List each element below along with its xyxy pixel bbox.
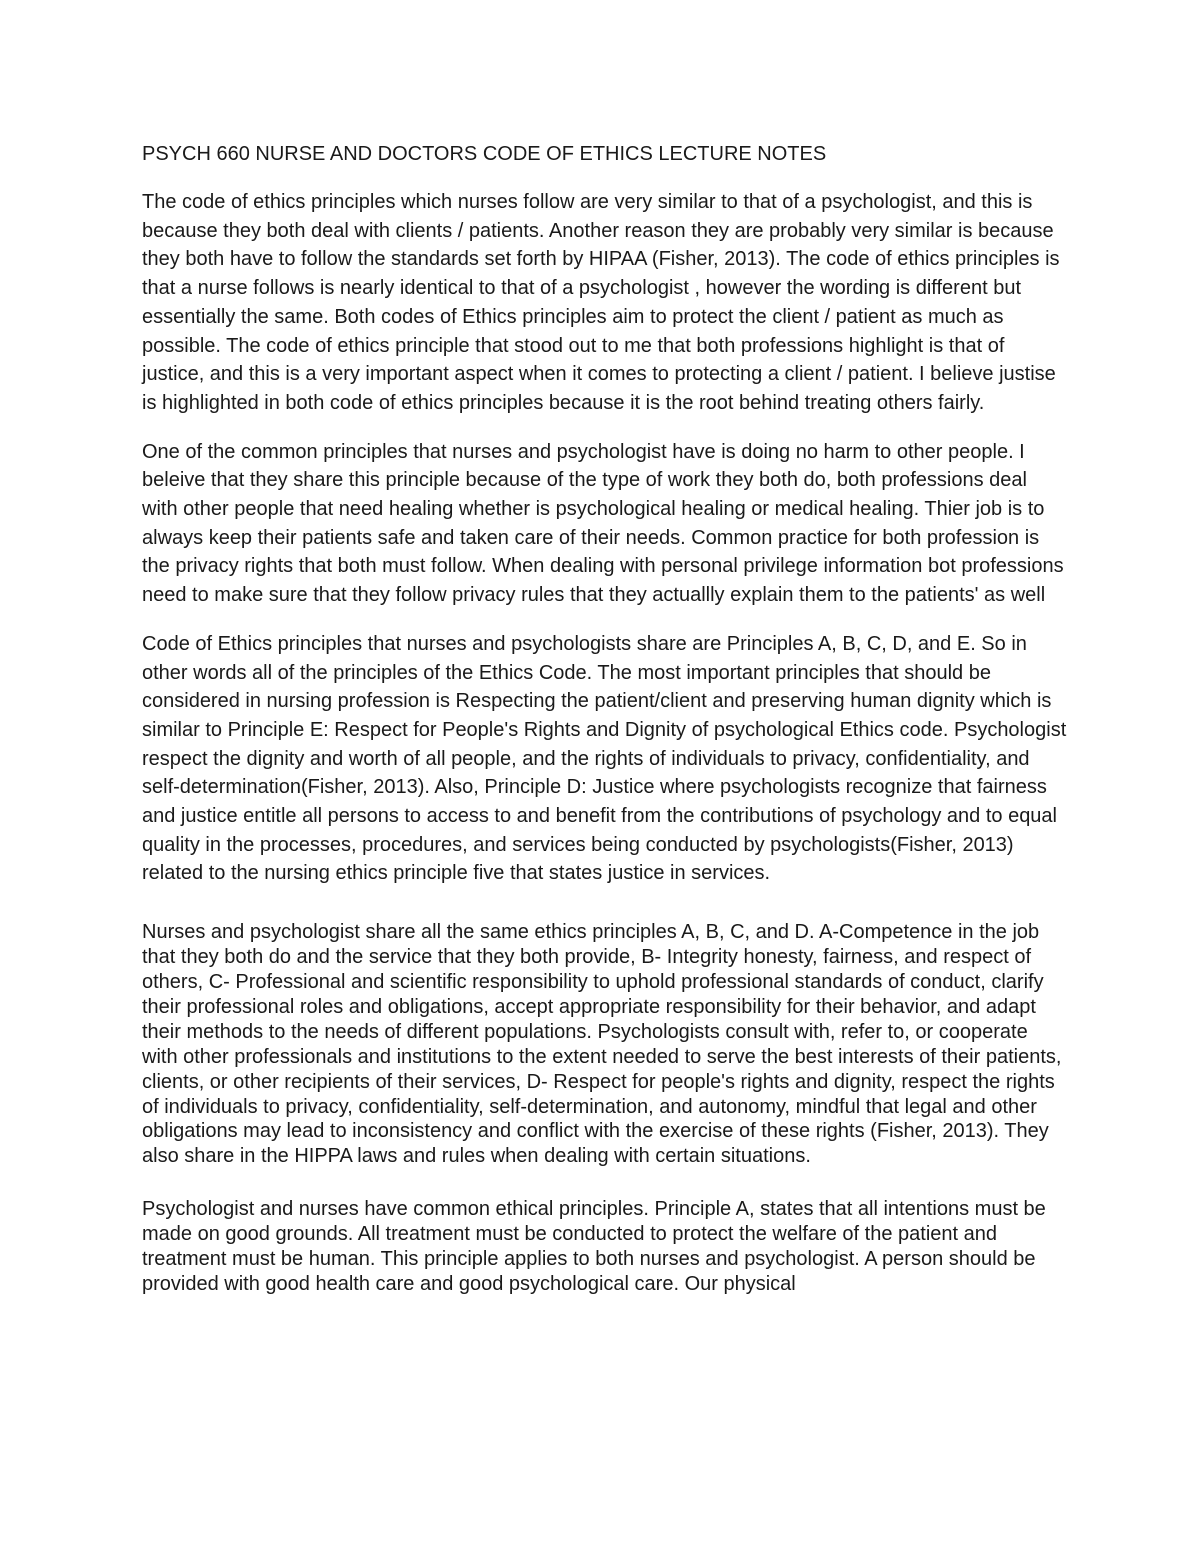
document-page xyxy=(142,138,1067,1296)
paragraph-3: Code of Ethics principles that nurses and psychologists share are Principles A, B, C, D, and E. So in other words all of the principles of the Ethics Code. The most important principles that should be considered in nursing profession is Respecting the patient/client and preserving human dignity which is similar to Principle E: Respect for People's Rights and Dignity of psychological Ethics code. Psychologist respect the dignity and worth of all people, and the rights of individuals to privacy, confidentiality, and self-determination(Fisher, 2013). Also, Principle D: Justice where psychologists recognize that fairness and justice entitle all persons to access to and benefit from the contributions of psychology and to equal quality in the processes, procedures, and services being conducted by psychologists(Fisher, 2013) related to the nursing ethics principle five that states justice in services. xyxy=(142,632,1067,885)
paragraph-2: One of the common principles that nurses and psychologist have is doing no harm to other people. I beleive that they share this principle because of the type of work they both do, both professions deal with other people that need healing whether is psychological healing or medical healing. Thier job is to always keep their patients safe and taken care of their needs. Common practice for both profession is the privacy rights that both must follow. When dealing with personal privilege information bot professions need to make sure that they follow privacy rules that they actuallly explain them to the patients' as well xyxy=(142,440,1064,607)
paragraph-4: Nurses and psychologist share all the same ethics principles A, B, C, and D. A-Competence in the job that they both do and the service that they both provide, B- Integrity honesty, fairness, and respect of others, C- Professional and scientific responsibility to uphold professional standards of conduct, clarify their professional roles and obligations, accept appropriate responsibility for their behavior, and adapt their methods to the needs of different populations. Psychologists consult with, refer to, or cooperate with other professionals and institutions to the extent needed to serve the best interests of their patients, clients, or other recipients of their services, D- Respect for people's rights and dignity, respect the rights of individuals to privacy, confidentiality, self-determination, and autonomy, mindful that legal and other obligations may lead to inconsistency and conflict with the exercise of these rights (Fisher, 2013). They also share in the HIPPA laws and rules when dealing with certain situations. xyxy=(142,921,1062,1168)
paragraph-1: The code of ethics principles which nurses follow are very similar to that of a psychologist, and this is because they both deal with clients / patients. Another reason they are probably very similar is because they both have to follow the standards set forth by HIPAA (Fisher, 2013). The code of ethics principles is that a nurse follows is nearly identical to that of a psychologist , however the wording is different but essentially the same. Both codes of Ethics principles aim to protect the client / patient as much as possible. The code of ethics principle that stood out to me that both professions highlight is that of justice, and this is a very important aspect when it comes to protecting a client / patient. I believe justise is highlighted in both code of ethics principles because it is the root behind treating others fairly. xyxy=(142,191,1060,414)
document-title: PSYCH 660 NURSE AND DOCTORS CODE OF ETHICS LECTURE NOTES xyxy=(142,143,827,165)
paragraph-5: Psychologist and nurses have common ethical principles. Principle A, states that all intentions must be made on good grounds. All treatment must be conducted to protect the welfare of the patient and treatment must be human. This principle applies to both nurses and psychologist. A person should be provided with good health care and good psychological care. Our physical xyxy=(142,1198,1046,1295)
